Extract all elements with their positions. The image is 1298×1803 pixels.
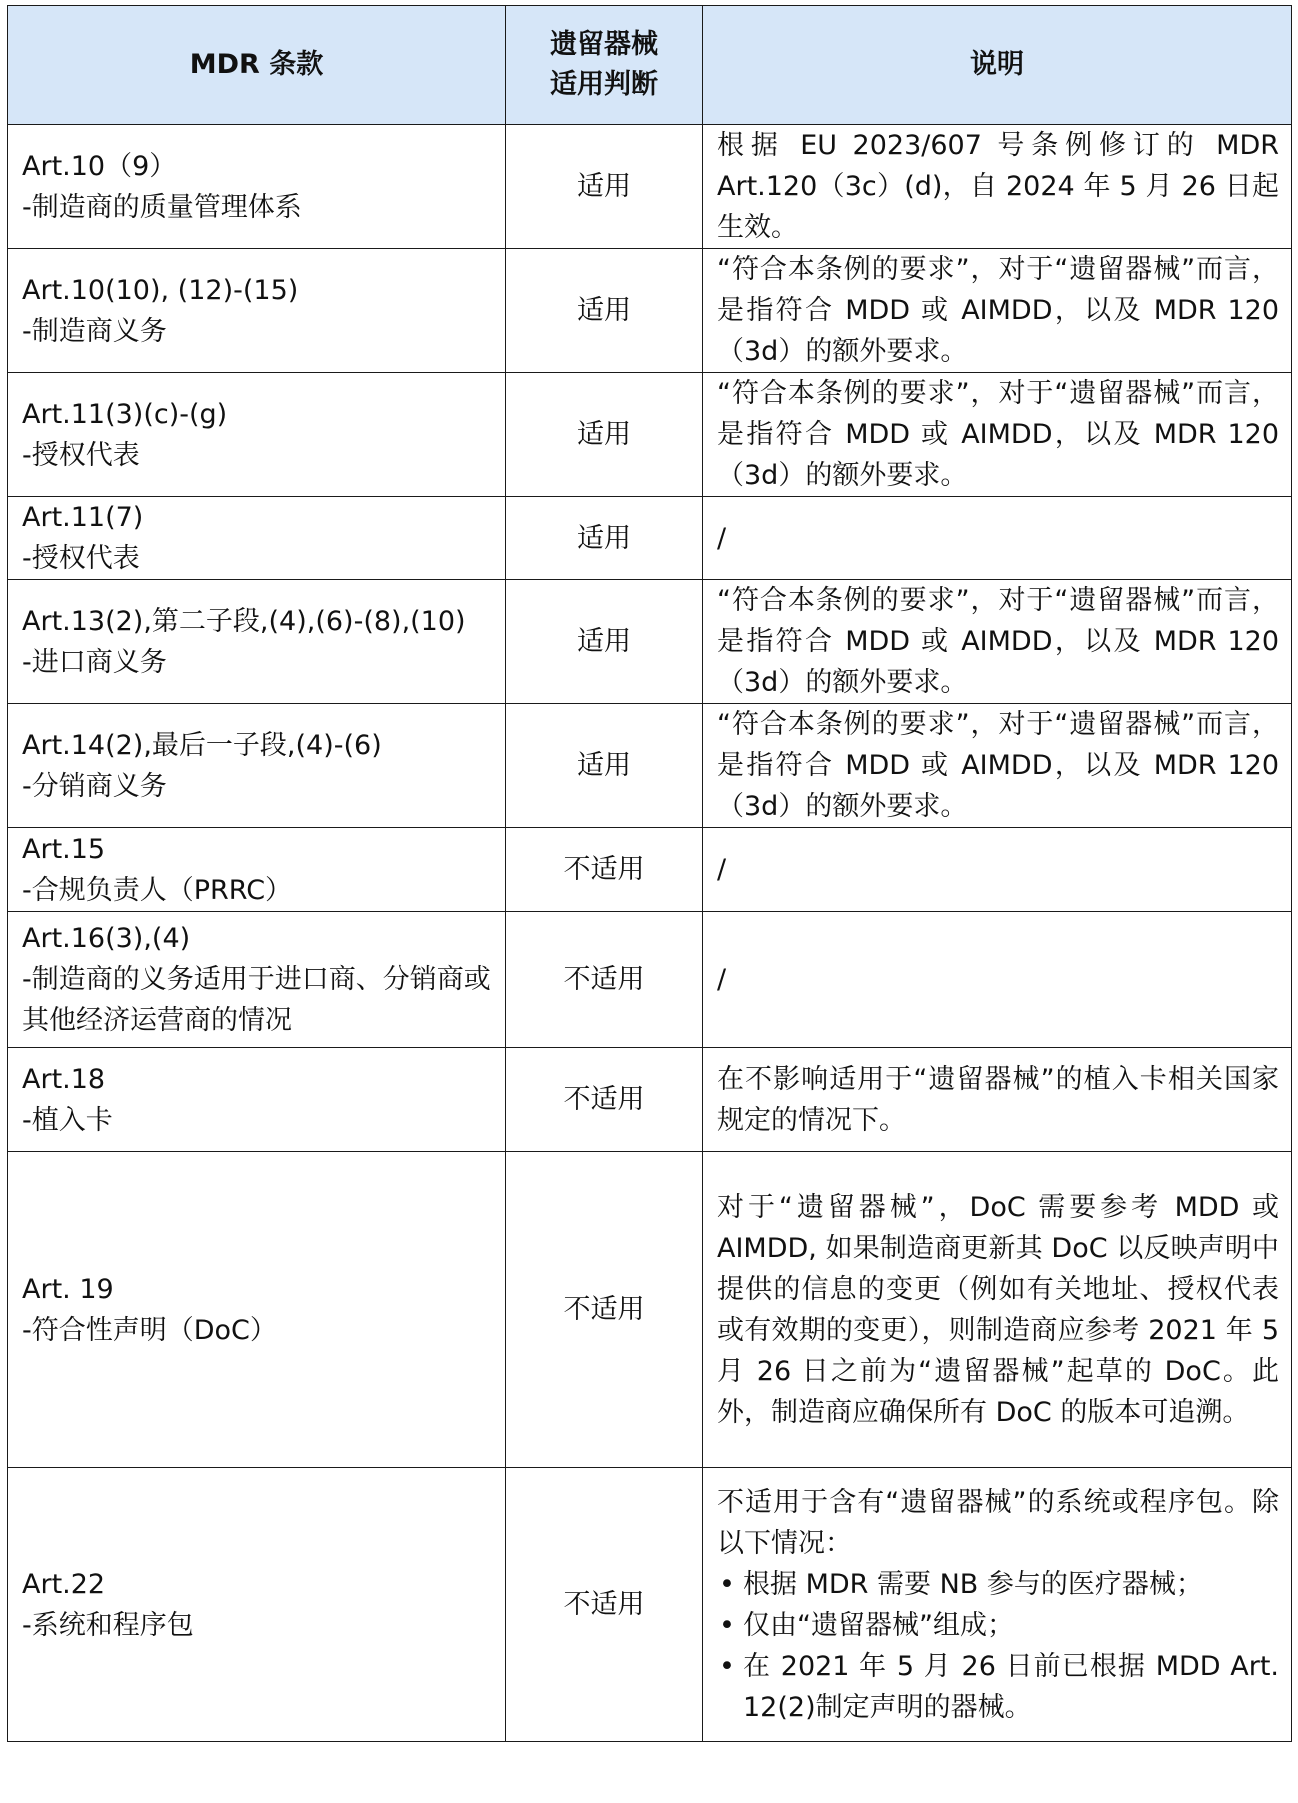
applicability-cell: 适用: [506, 249, 703, 373]
header-note: 说明: [703, 6, 1292, 125]
applicability-cell: 适用: [506, 704, 703, 828]
applicability-cell: 适用: [506, 125, 703, 249]
clause-ref: Art.18: [22, 1063, 106, 1095]
clause-ref: Art.22: [22, 1568, 106, 1600]
clause-cell: [8, 1468, 506, 1742]
clause-ref: Art.11(7): [22, 502, 144, 533]
clause-cell: [8, 1152, 506, 1468]
clause-ref: Art.10(10), (12)-(15): [22, 274, 299, 306]
clause-cell: [8, 497, 506, 580]
note-cell: 在不影响适用于“遗留器械”的植入卡相关国家规定的情况下。: [703, 1048, 1292, 1152]
table-row: [8, 580, 1292, 704]
applicability-cell: 不适用: [506, 828, 703, 912]
applicability-cell: 适用: [506, 373, 703, 497]
table-row: [8, 373, 1292, 497]
applicability-cell: 不适用: [506, 1468, 703, 1742]
note-bullet-list: [717, 1564, 1279, 1728]
header-row: [8, 6, 1292, 125]
list-item: • 仅由“遗留器械”组成；: [717, 1605, 1279, 1646]
table-row: [8, 912, 1292, 1048]
clause-desc: -制造商义务: [22, 315, 167, 347]
clause-cell: [8, 1048, 506, 1152]
table-row: [8, 704, 1292, 828]
list-item: • 在 2021 年 5 月 26 日前已根据 MDD Art. 12(2)制定声明的器械。: [717, 1646, 1279, 1728]
note-cell: “符合本条例的要求”，对于“遗留器械”而言，是指符合 MDD 或 AIMDD，以及 MDR 120 （3d）的额外要求。: [703, 580, 1292, 704]
clause-ref: Art.16(3),(4): [22, 923, 191, 954]
clause-ref: Art.15: [22, 833, 106, 865]
list-item: • 根据 MDR 需要 NB 参与的医疗器械；: [717, 1564, 1279, 1605]
table-row: [8, 1468, 1292, 1742]
note-cell: /: [703, 828, 1292, 912]
note-cell: 根据 EU 2023/607 号条例修订的 MDR Art.120（3c）(d)，自 2024 年 5 月 26 日起生效。: [703, 125, 1292, 249]
clause-cell: [8, 704, 506, 828]
header-applicability: [506, 6, 703, 125]
clause-desc: -制造商的质量管理体系: [22, 191, 302, 223]
clause-desc: -符合性声明（DoC）: [22, 1314, 277, 1346]
clause-desc: -授权代表: [22, 439, 140, 471]
clause-cell: [8, 580, 506, 704]
table-row: [8, 249, 1292, 373]
table-row: [8, 1152, 1292, 1468]
clause-ref: Art.13(2),第二子段,(4),(6)-(8),(10): [22, 605, 466, 637]
note-intro: 不适用于含有“遗留器械”的系统或程序包。除以下情况：: [717, 1486, 1279, 1559]
note-cell: “符合本条例的要求”，对于“遗留器械”而言，是指符合 MDD 或 AIMDD，以及 MDR 120 （3d）的额外要求。: [703, 249, 1292, 373]
table-row: [8, 497, 1292, 580]
clause-cell: [8, 125, 506, 249]
clause-desc: -进口商义务: [22, 646, 167, 678]
note-cell: /: [703, 497, 1292, 580]
clause-cell: [8, 249, 506, 373]
applicability-cell: 不适用: [506, 1048, 703, 1152]
applicability-cell: 不适用: [506, 1152, 703, 1468]
table-row: [8, 125, 1292, 249]
clause-desc: -制造商的义务适用于进口商、分销商或其他经济运营商的情况: [22, 964, 491, 1036]
table-row: [8, 1048, 1292, 1152]
header-clause: MDR 条款: [8, 6, 506, 125]
clause-desc: -分销商义务: [22, 770, 167, 802]
applicability-cell: 适用: [506, 580, 703, 704]
clause-ref: Art.14(2),最后一子段,(4)-(6): [22, 729, 382, 761]
header-applicability-line2: 适用判断: [550, 69, 658, 100]
clause-desc: -授权代表: [22, 543, 140, 574]
clause-cell: [8, 373, 506, 497]
clause-desc: -系统和程序包: [22, 1609, 194, 1641]
note-cell: 对于“遗留器械”，DoC 需要参考 MDD 或 AIMDD, 如果制造商更新其 DoC 以反映声明中提供的信息的变更（例如有关地址、授权代表或有效期的变更），则制造商应参考 2021 年 5 月 26 日之前为“遗留器械”起草的 DoC。此外，制造商应确保所有 DoC 的版本可追溯。: [703, 1152, 1292, 1468]
clause-desc: -合规负责人（PRRC）: [22, 874, 293, 906]
clause-cell: [8, 828, 506, 912]
clause-ref: Art. 19: [22, 1273, 114, 1305]
clause-ref: Art.11(3)(c)-(g): [22, 398, 228, 430]
clause-ref: Art.10（9）: [22, 150, 177, 182]
note-cell: “符合本条例的要求”，对于“遗留器械”而言，是指符合 MDD 或 AIMDD，以及 MDR 120 （3d）的额外要求。: [703, 373, 1292, 497]
clause-cell: [8, 912, 506, 1048]
clause-desc: -植入卡: [22, 1104, 113, 1136]
applicability-cell: 适用: [506, 497, 703, 580]
applicability-cell: 不适用: [506, 912, 703, 1048]
table-row: [8, 828, 1292, 912]
note-cell: [703, 1468, 1292, 1742]
mdr-clause-table: [7, 5, 1292, 1742]
note-cell: /: [703, 912, 1292, 1048]
header-applicability-line1: 遗留器械: [550, 29, 658, 60]
note-cell: “符合本条例的要求”，对于“遗留器械”而言，是指符合 MDD 或 AIMDD，以及 MDR 120 （3d）的额外要求。: [703, 704, 1292, 828]
